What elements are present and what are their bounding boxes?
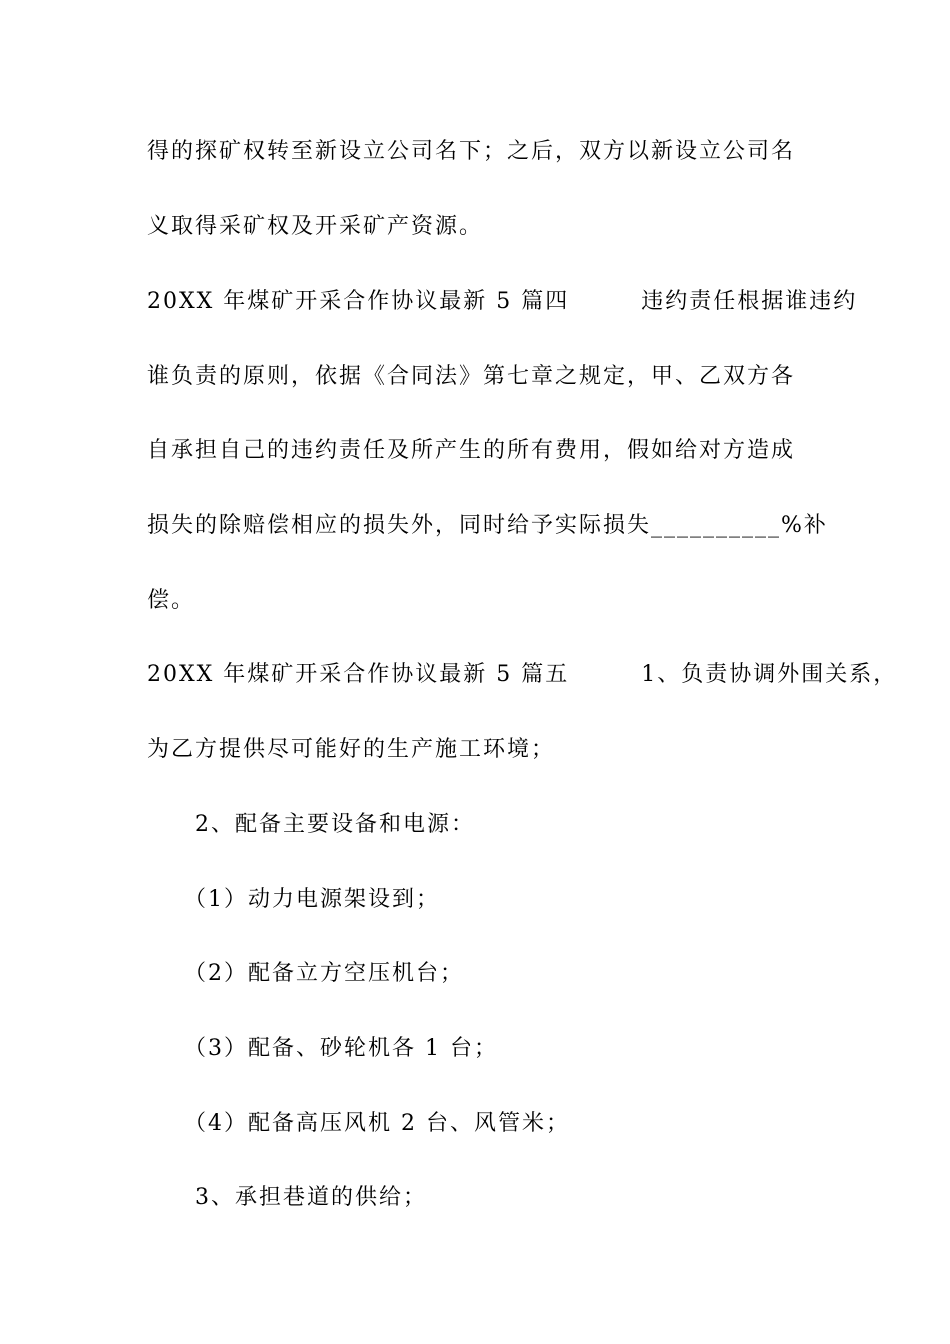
- list-item: 2、配备主要设备和电源：: [147, 812, 475, 837]
- text-line: 谁负责的原则，依据《合同法》第七章之规定，甲、乙双方各: [147, 364, 796, 389]
- section-heading-line: 20XX 年煤矿开采合作协议最新 5 篇四 违约责任根据谁违约: [147, 289, 858, 314]
- text-line: 义取得采矿权及开采矿产资源。: [147, 214, 484, 239]
- text-line: 损失的除赔偿相应的损失外，同时给予实际损失__________%补: [147, 513, 828, 538]
- list-item: （1）动力电源架设到；: [147, 887, 440, 912]
- list-item: （2）配备立方空压机台；: [147, 961, 464, 986]
- list-item: （4）配备高压风机 2 台、风管米；: [147, 1111, 570, 1136]
- list-item: （3）配备、砂轮机各 1 台；: [147, 1036, 498, 1061]
- text-line: 得的探矿权转至新设立公司名下；之后，双方以新设立公司名: [147, 139, 796, 164]
- text-line: 为乙方提供尽可能好的生产施工环境；: [147, 737, 556, 762]
- list-item: 3、承担巷道的供给；: [147, 1185, 427, 1210]
- text-line: 偿。: [147, 588, 196, 613]
- section-heading-line: 20XX 年煤矿开采合作协议最新 5 篇五 1、负责协调外围关系，: [147, 662, 898, 687]
- text-line: 自承担自己的违约责任及所产生的所有费用，假如给对方造成: [147, 438, 796, 463]
